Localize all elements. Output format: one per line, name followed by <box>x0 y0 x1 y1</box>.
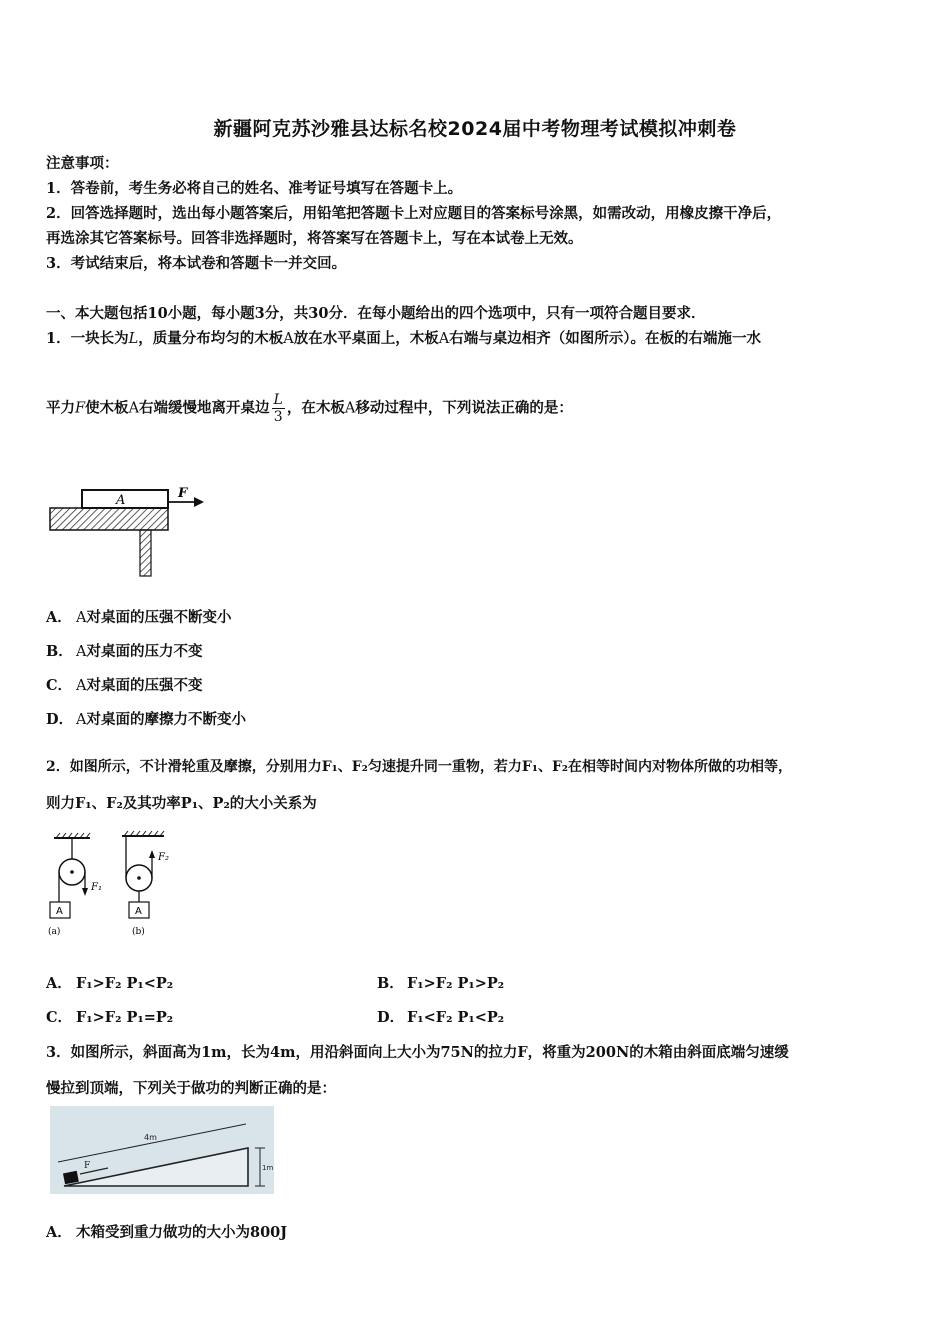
option-letter: C． <box>46 1009 73 1026</box>
figure-label-a: (a) <box>48 927 61 937</box>
q2-option-b[interactable] <box>377 972 504 993</box>
force-label: F <box>178 486 188 501</box>
q1-text: 右端缓慢地离开桌边 <box>139 399 270 417</box>
block-label: A <box>135 906 142 917</box>
q2-option-a[interactable] <box>46 972 173 993</box>
var-A: A <box>76 610 87 626</box>
label-f2: F₂ <box>158 852 169 863</box>
note-item: 再选涂其它答案标号。回答非选择题时，将答案写在答题卡上，写在本试卷上无效。 <box>46 230 583 247</box>
table-leg <box>140 530 151 576</box>
notes-heading: 注意事项： <box>46 155 119 172</box>
option-letter: B． <box>46 643 73 660</box>
option-text: F₁>F₂ P₁>P₂ <box>407 975 505 992</box>
var-A: A <box>76 644 87 660</box>
length-label: 4m <box>144 1133 157 1142</box>
force-arrow-head <box>194 497 204 507</box>
height-label: 1m <box>262 1164 274 1172</box>
q3-stem-line2: 慢拉到顶端，下列关于做功的判断正确的是： <box>46 1080 336 1097</box>
q2-stem-line2: 则力F₁、F₂及其功率P₁、P₂的大小关系为 <box>46 795 317 812</box>
q1-stem-line1 <box>46 327 761 348</box>
q1-board-figure <box>46 482 216 580</box>
note-item: 3．考试结束后，将本试卷和答题卡一并交回。 <box>46 255 347 272</box>
option-letter: A． <box>46 975 72 992</box>
option-text: 对桌面的压强不变 <box>86 677 203 694</box>
label-f1: F₁ <box>91 882 102 893</box>
option-letter: D． <box>46 711 74 728</box>
var-A: A <box>76 678 87 694</box>
q1-option-c[interactable] <box>46 674 202 695</box>
page-title: 新疆阿克苏沙雅县达标名校2024届中考物理考试模拟冲刺卷 <box>213 118 737 140</box>
option-letter: B． <box>377 975 404 992</box>
q1-option-a[interactable] <box>46 606 231 627</box>
option-letter: A． <box>46 609 72 626</box>
option-text: 木箱受到重力做功的大小为800J <box>76 1224 288 1241</box>
option-text: 对桌面的压力不变 <box>86 643 203 660</box>
option-text: 对桌面的摩擦力不断变小 <box>86 711 246 728</box>
var-A: A <box>344 400 356 417</box>
q1-option-b[interactable] <box>46 640 202 661</box>
q1-stem-line2 <box>46 392 573 425</box>
fraction-numerator: L <box>273 392 283 408</box>
arrow-f1 <box>82 888 88 896</box>
option-letter: A． <box>46 1224 72 1241</box>
q2-stem-line1: 2．如图所示，不计滑轮重及摩擦，分别用力F₁、F₂匀速提升同一重物，若力F₁、F₂在相等时间内对物体所做的功相等， <box>46 759 793 775</box>
q1-text: 平力 <box>46 399 75 417</box>
q2-pulley-figure <box>46 830 186 942</box>
option-text: F₁>F₂ P₁=P₂ <box>76 1009 174 1026</box>
fraction-denominator: 3 <box>273 409 283 425</box>
block-label: A <box>56 906 63 917</box>
q1-text: ，质量分布均匀的木板 <box>138 330 284 347</box>
board-label: A <box>116 493 126 508</box>
figure-label-b: (b) <box>132 927 145 937</box>
option-letter: D． <box>377 1009 405 1026</box>
q1-text: 放在水平桌面上，木板 <box>293 330 439 347</box>
q2-option-c[interactable] <box>46 1006 173 1027</box>
q3-option-a[interactable] <box>46 1221 287 1242</box>
q1-text: 移动过程中，下列说法正确的是： <box>355 399 573 417</box>
arrow-f2 <box>149 850 155 858</box>
var-F: F <box>75 400 86 417</box>
q2-option-d[interactable] <box>377 1006 504 1027</box>
q1-text: 使木板 <box>85 399 129 417</box>
section-heading: 一、本大题包括10小题，每小题3分，共30分．在每小题给出的四个选项中，只有一项符合题目要求． <box>46 305 706 322</box>
option-text: F₁>F₂ P₁<P₂ <box>76 975 174 992</box>
q3-stem-line1: 3．如图所示，斜面高为1m，长为4m，用沿斜面向上大小为75N的拉力F，将重为200N的木箱由斜面底端匀速缓 <box>46 1044 789 1061</box>
fraction-L-over-3 <box>272 392 285 425</box>
table-top <box>50 508 168 530</box>
q1-option-d[interactable] <box>46 708 246 729</box>
note-item: 2．回答选择题时，选出每小题答案后，用铅笔把答题卡上对应题目的答案标号涂黑，如需改动，用橡皮擦干净后， <box>46 205 782 222</box>
var-A: A <box>76 712 87 728</box>
force-label: F <box>84 1161 91 1171</box>
var-L: L <box>128 331 139 347</box>
option-text: F₁<F₂ P₁<P₂ <box>407 1009 505 1026</box>
var-A: A <box>283 331 294 347</box>
note-item: 1．答卷前，考生务必将自己的姓名、准考证号填写在答题卡上。 <box>46 180 463 197</box>
var-A: A <box>438 331 450 347</box>
var-A: A <box>128 400 140 417</box>
q1-text: ，在木板 <box>286 399 345 417</box>
q1-text: 1．一块长为 <box>46 330 129 347</box>
q3-incline-figure <box>50 1106 274 1194</box>
option-text: 对桌面的压强不断变小 <box>86 609 232 626</box>
q1-text: 右端与桌边相齐（如图所示）。在板的右端施一水 <box>449 330 761 347</box>
option-letter: C． <box>46 677 73 694</box>
